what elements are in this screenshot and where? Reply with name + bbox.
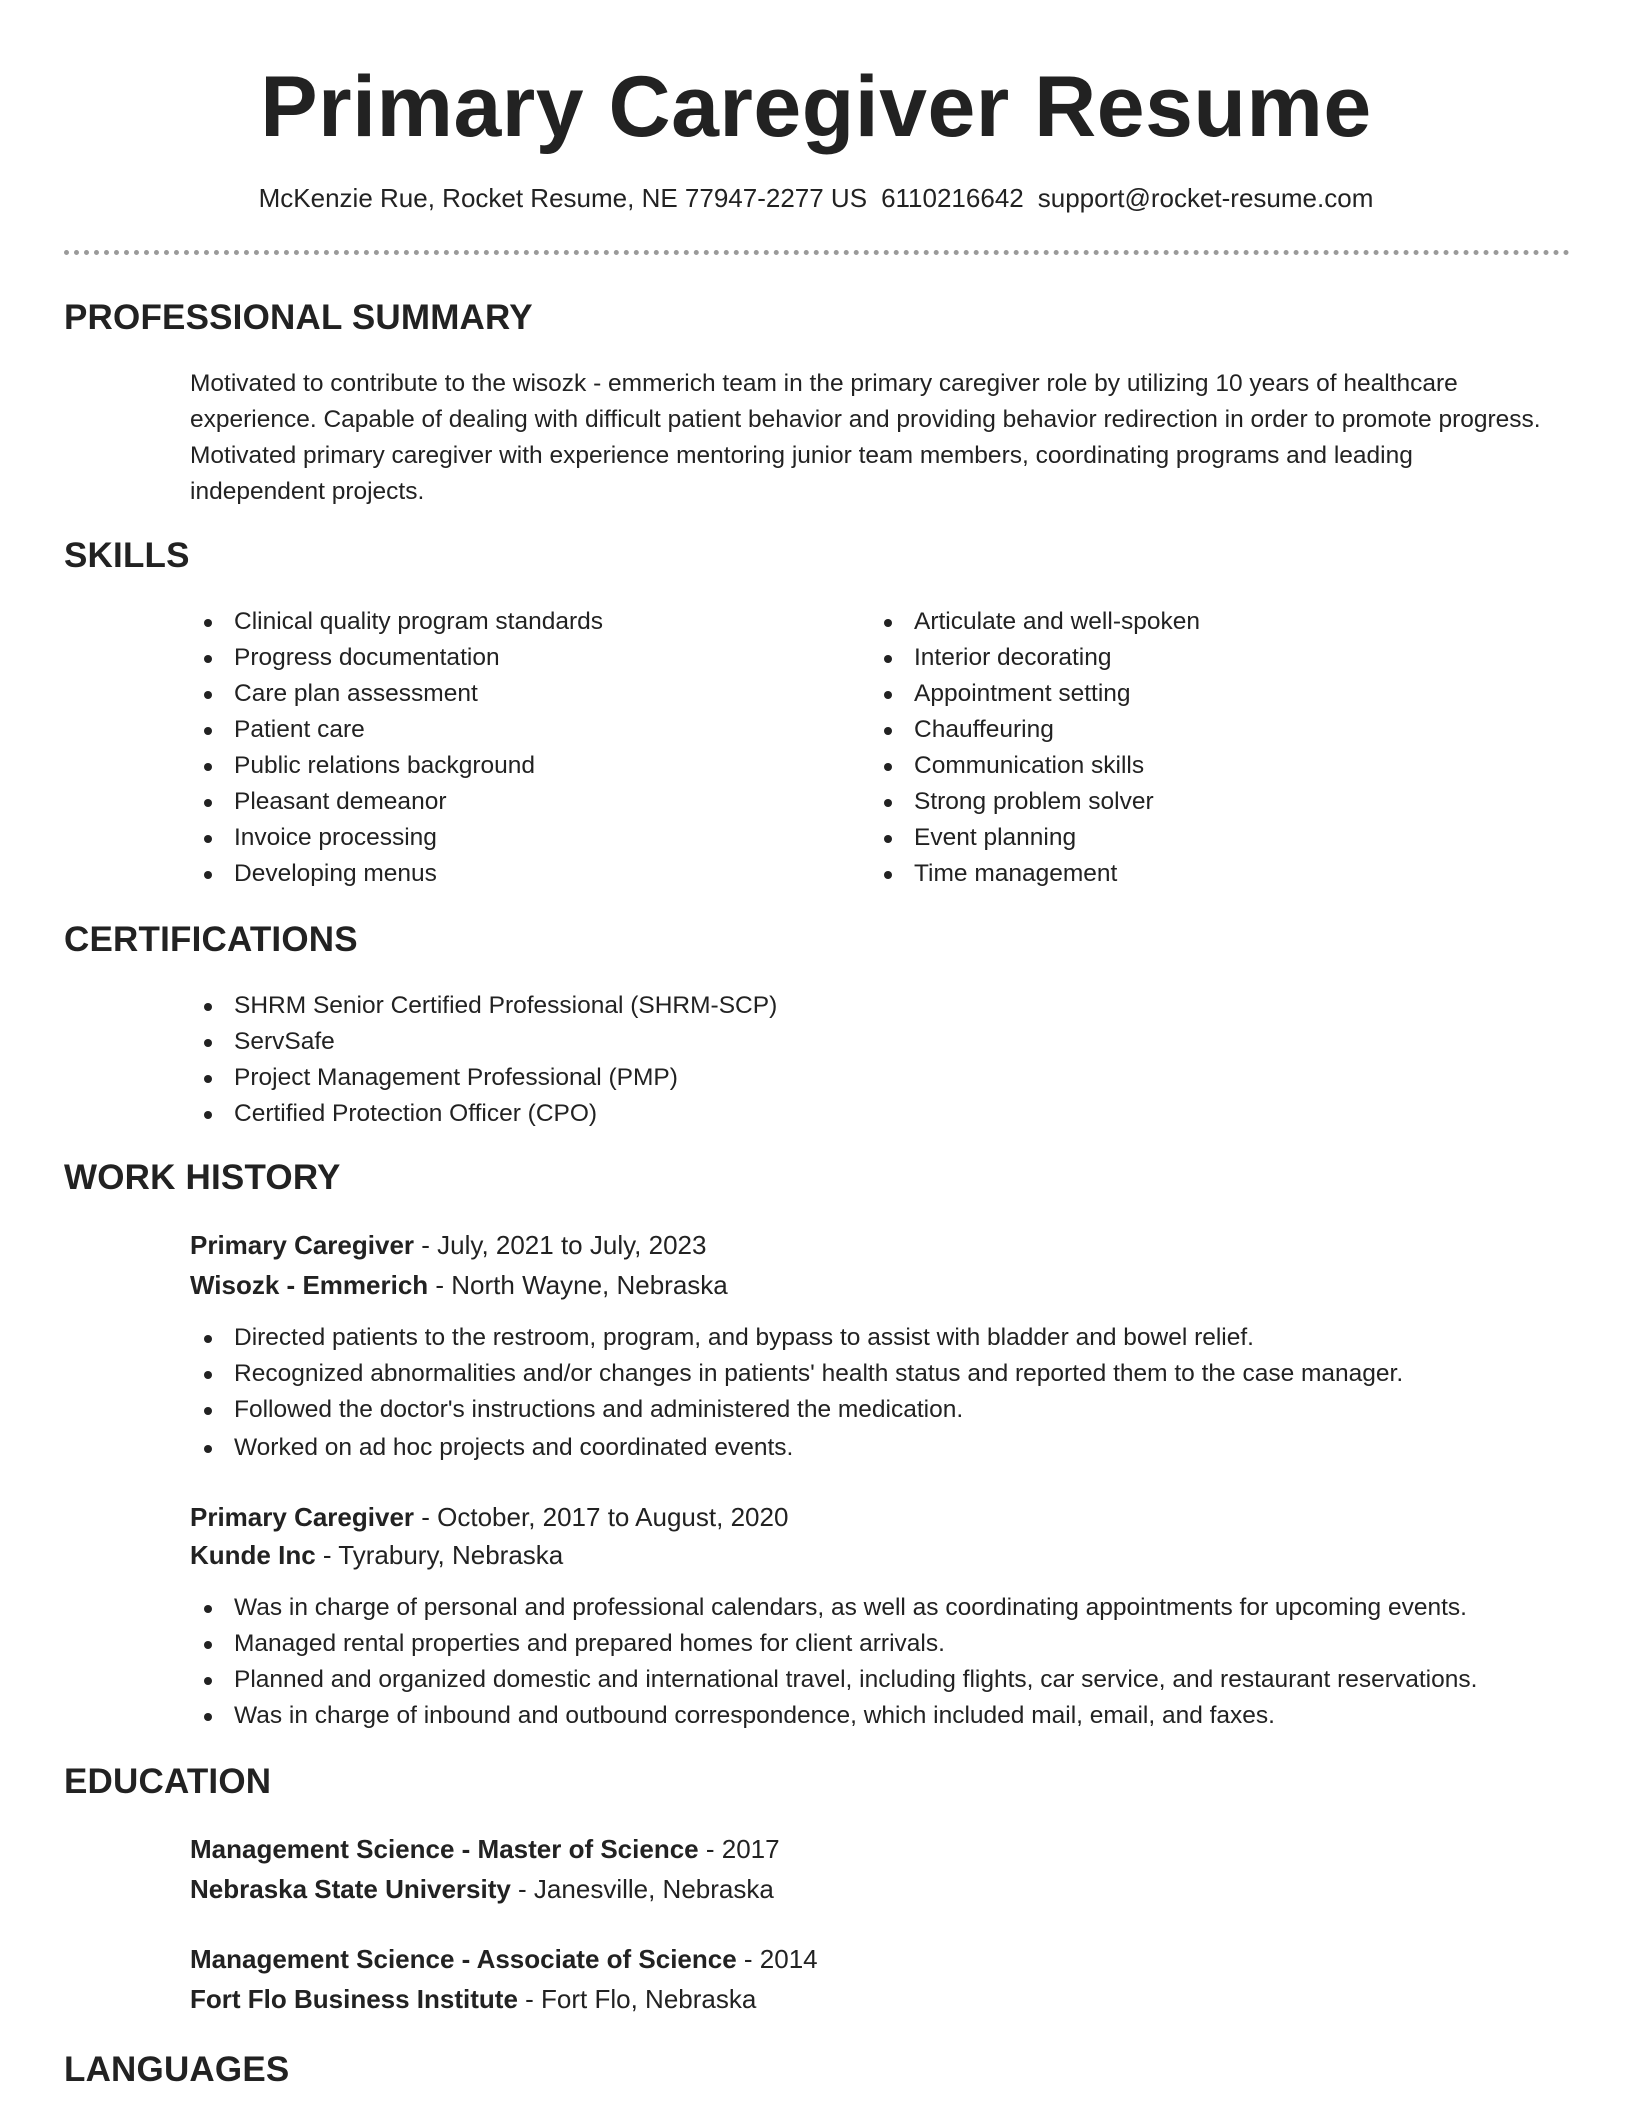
certifications-list — [190, 988, 777, 1132]
skill-item: Event planning — [870, 820, 1200, 856]
summary-line: Motivated primary caregiver with experience mentoring junior team members, coordinating programs and leading — [190, 442, 1413, 469]
bullet-icon — [204, 1371, 212, 1379]
education-school-line — [190, 1980, 756, 2018]
summary-heading: PROFESSIONAL SUMMARY — [64, 298, 533, 337]
bullet-icon — [204, 1641, 212, 1649]
summary-line: independent projects. — [190, 478, 425, 505]
job-company-line — [190, 1266, 728, 1304]
job-location: - North Wayne, Nebraska — [428, 1270, 728, 1300]
job-bullet: Directed patients to the restroom, program, and bypass to assist with bladder and bowel relief. — [190, 1320, 1403, 1356]
bullet-icon — [204, 1677, 212, 1685]
skill-item: Developing menus — [190, 856, 603, 892]
certifications-heading: CERTIFICATIONS — [64, 920, 358, 959]
contact-phone: 6110216642 — [881, 183, 1024, 213]
education-location: - Fort Flo, Nebraska — [517, 1984, 757, 2014]
job-title-line — [190, 1226, 706, 1264]
skills-heading: SKILLS — [64, 536, 190, 575]
bullet-icon — [204, 1713, 212, 1721]
bullet-icon — [204, 1075, 212, 1083]
skill-item: Patient care — [190, 712, 603, 748]
education-degree: Management Science - Master of Science — [190, 1834, 699, 1864]
certification-item: Project Management Professional (PMP) — [190, 1060, 777, 1096]
bullet-icon — [204, 1039, 212, 1047]
skill-item: Pleasant demeanor — [190, 784, 603, 820]
header-divider — [64, 250, 1570, 255]
skill-item: Strong problem solver — [870, 784, 1200, 820]
job-company: Wisozk - Emmerich — [190, 1270, 429, 1300]
job-bullet: Managed rental properties and prepared homes for client arrivals. — [190, 1626, 1477, 1662]
summary-text — [190, 366, 1580, 510]
education-school: Fort Flo Business Institute — [190, 1984, 518, 2014]
education-school: Nebraska State University — [190, 1874, 511, 1904]
job-company: Kunde Inc — [190, 1540, 316, 1570]
job-title-line — [190, 1498, 788, 1536]
education-year: - 2017 — [698, 1834, 780, 1864]
certification-item: Certified Protection Officer (CPO) — [190, 1096, 777, 1132]
education-degree: Management Science - Associate of Science — [190, 1944, 737, 1974]
skill-item: Progress documentation — [190, 640, 603, 676]
bullet-icon — [204, 619, 212, 627]
skill-item: Articulate and well-spoken — [870, 604, 1200, 640]
skill-item: Appointment setting — [870, 676, 1200, 712]
summary-line: Motivated to contribute to the wisozk - emmerich team in the primary caregiver role by utilizing 10 years of healthcare — [190, 370, 1458, 397]
bullet-icon — [884, 871, 892, 879]
job-title: Primary Caregiver — [190, 1502, 415, 1532]
education-school-line — [190, 1870, 774, 1908]
bullet-icon — [884, 763, 892, 771]
bullet-icon — [204, 799, 212, 807]
job-bullets — [190, 1320, 1403, 1466]
languages-heading: LANGUAGES — [64, 2050, 290, 2089]
bullet-icon — [204, 1605, 212, 1613]
contact-address: McKenzie Rue, Rocket Resume, NE 77947-2277 US — [258, 183, 868, 213]
bullet-icon — [204, 655, 212, 663]
bullet-icon — [204, 1003, 212, 1011]
bullet-icon — [204, 763, 212, 771]
bullet-icon — [884, 835, 892, 843]
job-bullet: Worked on ad hoc projects and coordinated events. — [190, 1430, 1403, 1466]
bullet-icon — [884, 799, 892, 807]
bullet-icon — [884, 619, 892, 627]
bullet-icon — [884, 655, 892, 663]
bullet-icon — [204, 727, 212, 735]
bullet-icon — [204, 1335, 212, 1343]
job-bullet: Recognized abnormalities and/or changes in patients' health status and reported them to the case manager. — [190, 1356, 1403, 1392]
resume-title: Primary Caregiver Resume — [260, 59, 1372, 155]
summary-line: experience. Capable of dealing with difficult patient behavior and providing behavior redirection in order to promote progress. — [190, 406, 1541, 433]
job-bullet: Was in charge of personal and professional calendars, as well as coordinating appointments for upcoming events. — [190, 1590, 1477, 1626]
contact-email[interactable]: support@rocket-resume.com — [1037, 183, 1374, 213]
job-bullet: Planned and organized domestic and international travel, including flights, car service, and restaurant reservations. — [190, 1662, 1477, 1698]
job-bullet: Was in charge of inbound and outbound correspondence, which included mail, email, and faxes. — [190, 1698, 1477, 1734]
contact-line — [0, 180, 1632, 216]
education-degree-line — [190, 1940, 818, 1978]
job-bullets — [190, 1590, 1477, 1734]
job-title: Primary Caregiver — [190, 1230, 415, 1260]
skill-item: Clinical quality program standards — [190, 604, 603, 640]
bullet-icon — [204, 691, 212, 699]
certification-item: ServSafe — [190, 1024, 777, 1060]
skill-item: Time management — [870, 856, 1200, 892]
job-company-line — [190, 1536, 563, 1574]
skill-item: Chauffeuring — [870, 712, 1200, 748]
bullet-icon — [884, 691, 892, 699]
bullet-icon — [204, 1111, 212, 1119]
skill-item: Invoice processing — [190, 820, 603, 856]
bullet-icon — [204, 1445, 212, 1453]
education-location: - Janesville, Nebraska — [510, 1874, 774, 1904]
bullet-icon — [204, 1407, 212, 1415]
job-dates: - October, 2017 to August, 2020 — [414, 1502, 789, 1532]
education-heading: EDUCATION — [64, 1762, 272, 1801]
skill-item: Interior decorating — [870, 640, 1200, 676]
education-year: - 2014 — [736, 1944, 818, 1974]
job-bullet: Followed the doctor's instructions and administered the medication. — [190, 1392, 1403, 1428]
bullet-icon — [204, 835, 212, 843]
certification-item: SHRM Senior Certified Professional (SHRM-SCP) — [190, 988, 777, 1024]
work-history-heading: WORK HISTORY — [64, 1158, 341, 1197]
bullet-icon — [204, 871, 212, 879]
skill-item: Public relations background — [190, 748, 603, 784]
job-dates: - July, 2021 to July, 2023 — [414, 1230, 707, 1260]
skills-list-right — [870, 604, 1200, 892]
job-location: - Tyrabury, Nebraska — [315, 1540, 564, 1570]
skill-item: Care plan assessment — [190, 676, 603, 712]
skill-item: Communication skills — [870, 748, 1200, 784]
education-degree-line — [190, 1830, 780, 1868]
skills-list-left — [190, 604, 603, 892]
bullet-icon — [884, 727, 892, 735]
